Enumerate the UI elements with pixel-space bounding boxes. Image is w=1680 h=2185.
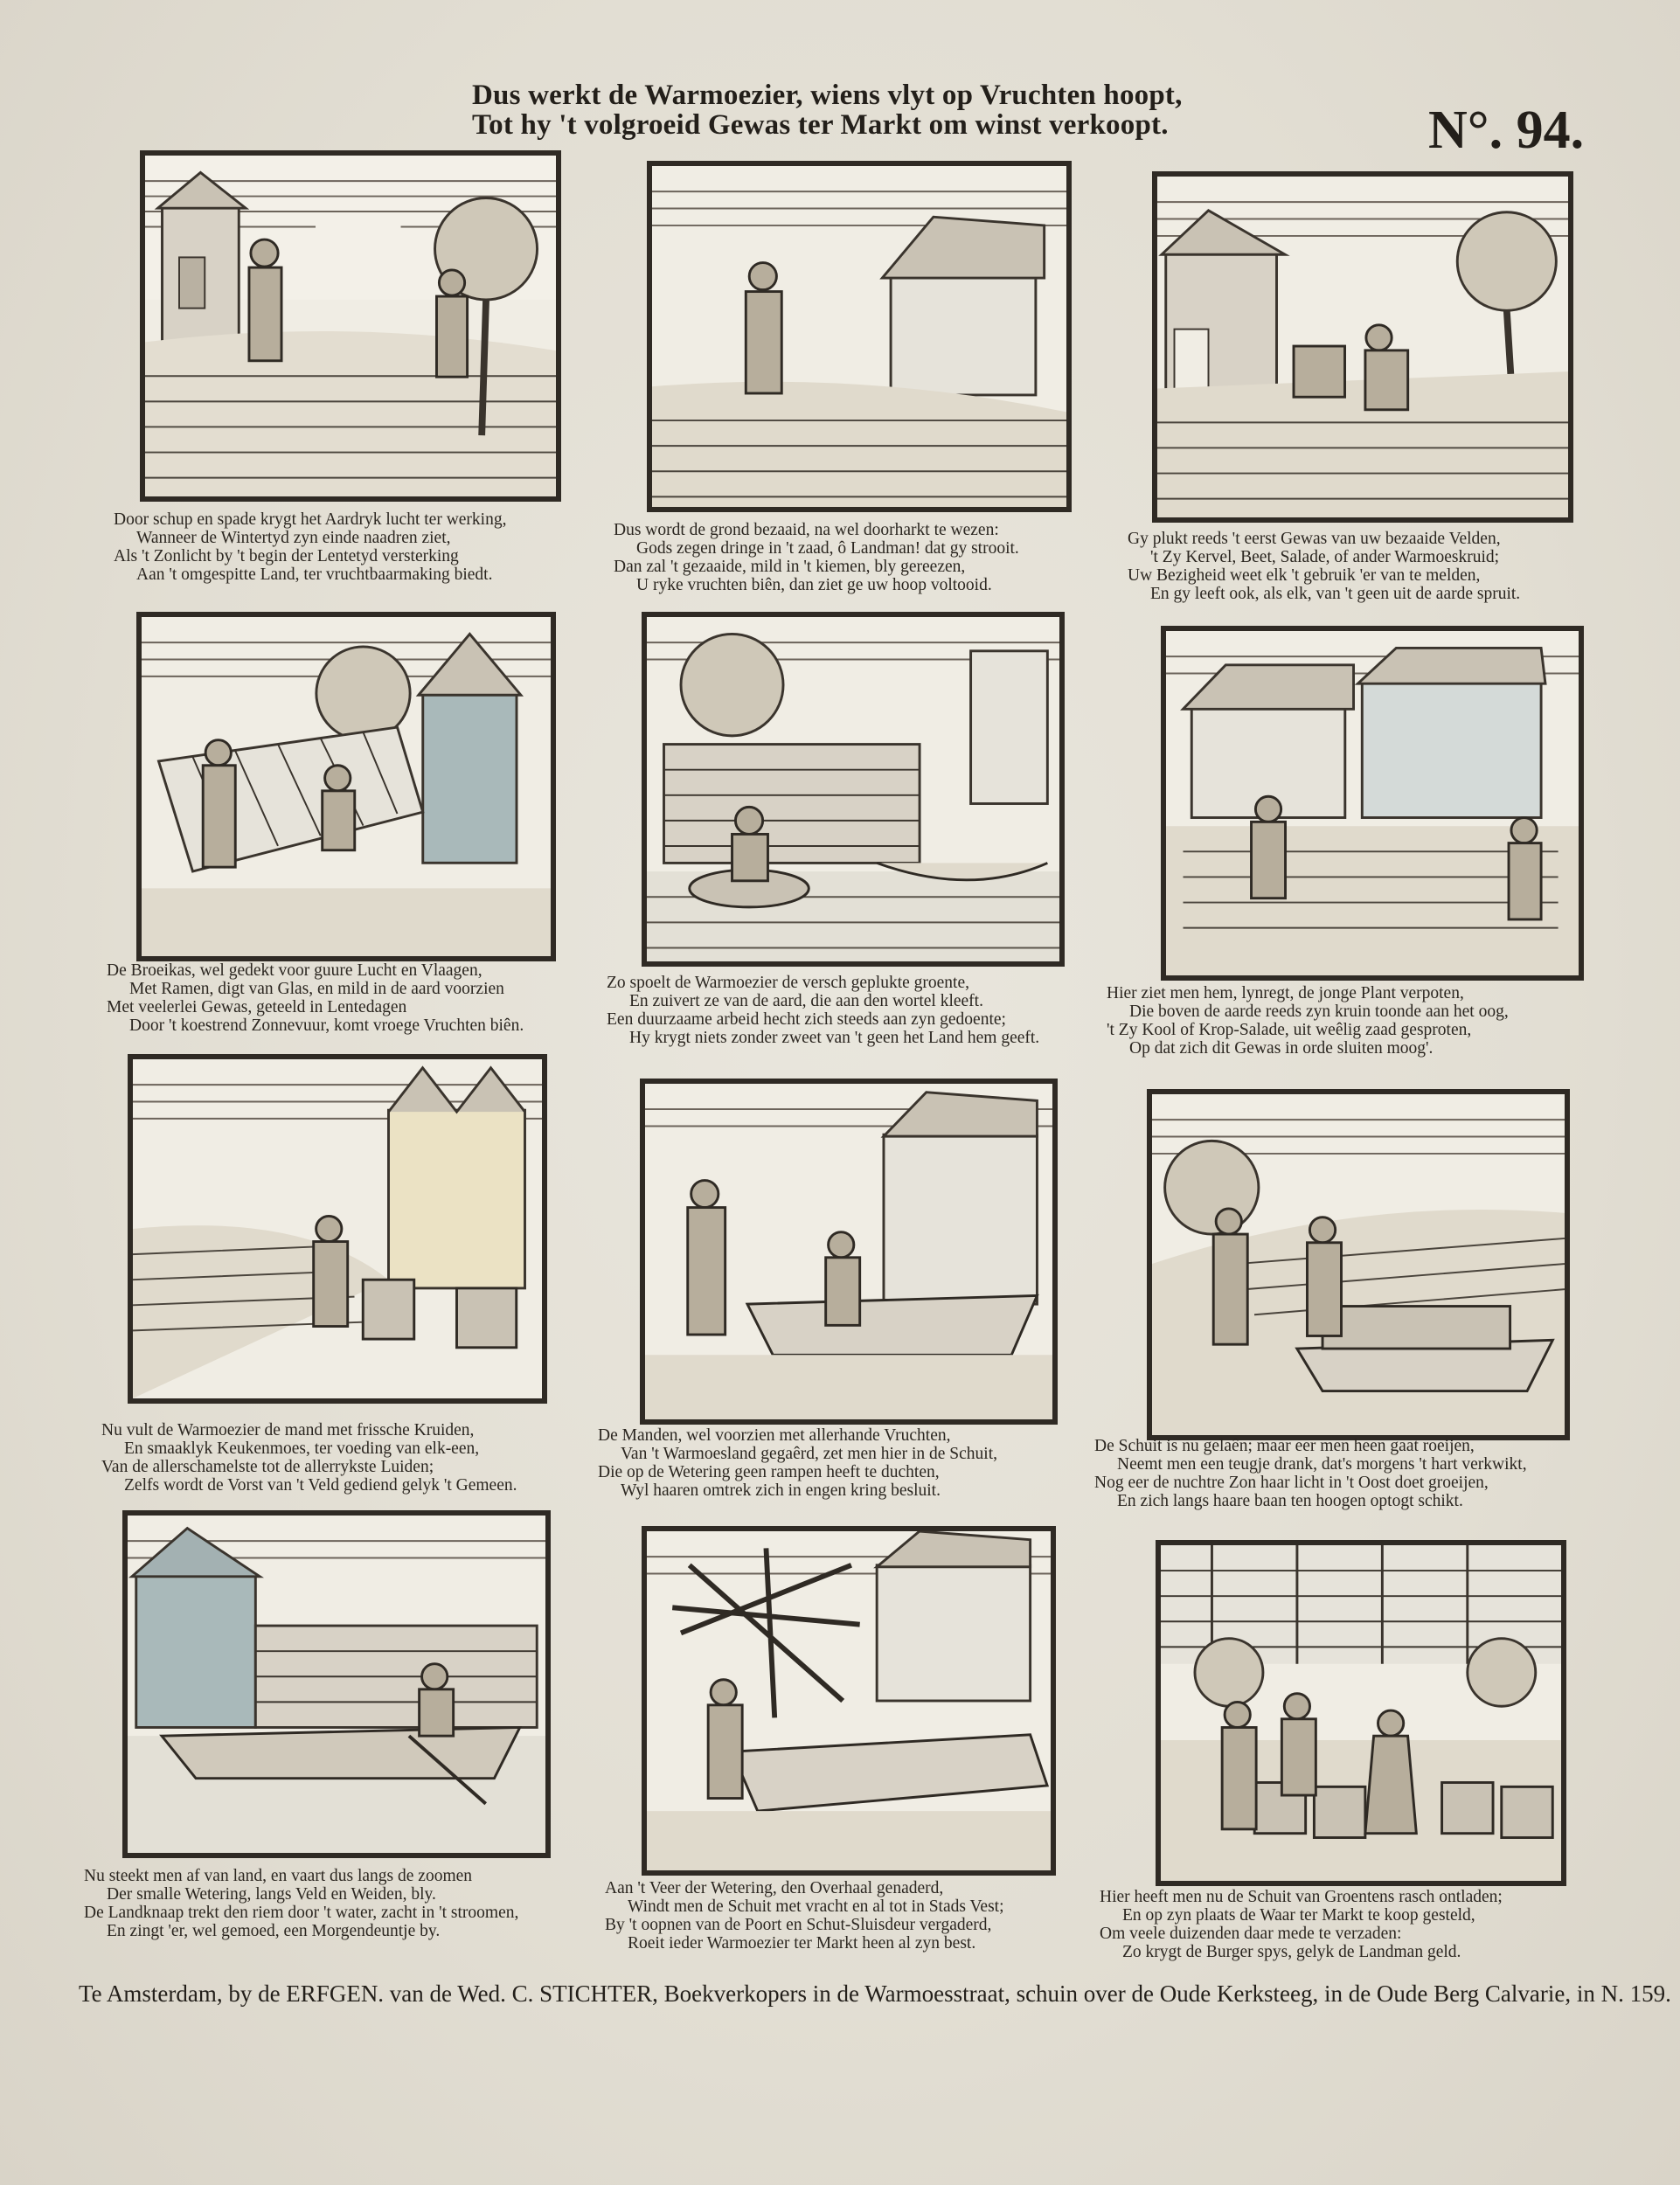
- verse-line: Die boven de aarde reeds zyn kruin toonde aan het oog,: [1129, 1002, 1509, 1021]
- verse-panel-5: [607, 974, 1039, 1047]
- verse-line: Neemt men een teugje drank, dat's morgens 't hart verkwikt,: [1117, 1455, 1527, 1474]
- verse-line: By 't oopnen van de Poort en Schut-Sluisdeur vergaderd,: [605, 1916, 992, 1934]
- verse-line: Gy plukt reeds 't eerst Gewas van uw bezaaide Velden,: [1128, 530, 1501, 548]
- verse-line: Der smalle Wetering, langs Veld en Weiden, bly.: [107, 1885, 436, 1904]
- woodcut-sowing: [647, 161, 1072, 512]
- verse-line: Nog eer de nuchtre Zon haar licht in 't Oost doet groeijen,: [1094, 1474, 1489, 1492]
- woodcut-washing: [642, 612, 1065, 967]
- verse-line: Als 't Zonlicht by 't begin der Lentetyd versterking: [114, 547, 459, 565]
- verse-line: Hy krygt niets zonder zweet van 't geen het Land hem geeft.: [629, 1029, 1040, 1047]
- verse-line: En smaaklyk Keukenmoes, ter voeding van elk-een,: [124, 1439, 480, 1458]
- verse-line: Hier ziet men hem, lynregt, de jonge Plant verpoten,: [1107, 984, 1464, 1002]
- verse-line: Uw Bezigheid weet elk 't gebruik 'er van te melden,: [1128, 566, 1481, 585]
- verse-line: Aan 't Veer der Wetering, den Overhaal genaderd,: [605, 1879, 944, 1897]
- printer-imprint: Te Amsterdam, by de ERFGEN. van de Wed. C. STICHTER, Boekverkopers in de Warmoesstraat, schuin over de Oude Kerksteeg, in de Oude Berg Calvarie, in N. 159.: [79, 1980, 1671, 2007]
- woodcut-rowing: [122, 1510, 551, 1858]
- verse-panel-8: [598, 1426, 997, 1500]
- verse-line: En op zyn plaats de Waar ter Markt te koop gesteld,: [1122, 1906, 1475, 1925]
- verse-line: Met Ramen, digt van Glas, en mild in de aard voorzien: [129, 980, 504, 998]
- verse-line: Nu vult de Warmoezier de mand met frissche Kruiden,: [101, 1421, 475, 1439]
- verse-line: Zo spoelt de Warmoezier de versch geplukte groente,: [607, 974, 969, 992]
- verse-panel-4: [107, 961, 524, 1035]
- verse-line: Wyl haaren omtrek zich in engen kring besluit.: [621, 1481, 941, 1500]
- verse-panel-11: [605, 1879, 1004, 1953]
- verse-line: Windt men de Schuit met vracht en al tot in Stads Vest;: [628, 1897, 1004, 1916]
- verse-line: Aan 't omgespitte Land, ter vruchtbaarmaking biedt.: [136, 565, 493, 584]
- verse-line: Op dat zich dit Gewas in orde sluiten moog'.: [1129, 1039, 1434, 1058]
- sheet-number: N°. 94.: [1428, 101, 1585, 160]
- woodcut-digging: [140, 150, 561, 502]
- woodcut-filling-baskets: [128, 1054, 547, 1404]
- verse-line: Door schup en spade krygt het Aardryk lucht ter werking,: [114, 510, 507, 529]
- title-line-1: Dus werkt de Warmoezier, wiens vlyt op Vruchten hoopt,: [472, 80, 1183, 111]
- verse-line: Zelfs wordt de Vorst van 't Veld gediend gelyk 't Gemeen.: [124, 1476, 517, 1495]
- verse-line: Die op de Wetering geen rampen heeft te duchten,: [598, 1463, 940, 1481]
- verse-line: Wanneer de Wintertyd zyn einde naadren ziet,: [136, 529, 451, 547]
- verse-line: Met veelerlei Gewas, geteeld in Lentedagen: [107, 998, 407, 1016]
- verse-line: Van de allerschamelste tot de allerrykste Luiden;: [101, 1458, 434, 1476]
- verse-line: Een duurzaame arbeid hecht zich steeds aan zyn gedoente;: [607, 1010, 1006, 1029]
- verse-panel-9: [1094, 1437, 1527, 1510]
- verse-line: Zo krygt de Burger spys, gelyk de Landman geld.: [1122, 1943, 1461, 1961]
- verse-panel-3: [1128, 530, 1520, 603]
- verse-panel-1: [114, 510, 506, 584]
- verse-line: En zuivert ze van de aard, die aan den wortel kleeft.: [629, 992, 983, 1010]
- verse-line: En gy leeft ook, als elk, van 't geen uit de aarde spruit.: [1150, 585, 1521, 603]
- title-line-2: Tot hy 't volgroeid Gewas ter Markt om winst verkoopt.: [472, 109, 1169, 141]
- verse-line: En zich langs haare baan ten hoogen optogt schikt.: [1117, 1492, 1463, 1510]
- woodcut-planting: [1161, 626, 1584, 981]
- verse-line: De Landknaap trekt den riem door 't water, zacht in 't stroomen,: [84, 1904, 519, 1922]
- verse-line: Roeit ieder Warmoezier ter Markt heen al zyn best.: [628, 1934, 976, 1953]
- verse-line: Gods zegen dringe in 't zaad, ô Landman! dat gy strooit.: [636, 539, 1019, 558]
- verse-line: Dan zal 't gezaaide, mild in 't kiemen, bly gereezen,: [614, 558, 966, 576]
- woodcut-drinking: [1147, 1089, 1570, 1440]
- verse-line: 't Zy Kervel, Beet, Salade, of ander Warmoeskruid;: [1150, 548, 1500, 566]
- verse-panel-2: [614, 521, 1019, 594]
- verse-line: Dus wordt de grond bezaaid, na wel doorharkt te wezen:: [614, 521, 999, 539]
- verse-line: Door 't koestrend Zonnevuur, komt vroege Vruchten biên.: [129, 1016, 524, 1035]
- woodcut-picking: [1152, 171, 1573, 523]
- sheet-title: [472, 80, 1189, 140]
- verse-line: De Broeikas, wel gedekt voor guure Lucht en Vlaagen,: [107, 961, 482, 980]
- verse-line: De Schuit is nu gelaên; maar eer men heen gaat roeijen,: [1094, 1437, 1475, 1455]
- woodcut-loading-boat: [640, 1079, 1058, 1425]
- woodcut-market: [1156, 1540, 1566, 1886]
- verse-line: 't Zy Kool of Krop-Salade, uit weêlig zaad gesproten,: [1107, 1021, 1472, 1039]
- verse-line: Van 't Warmoesland gegaêrd, zet men hier in de Schuit,: [621, 1445, 997, 1463]
- verse-line: Nu steekt men af van land, en vaart dus langs de zoomen: [84, 1867, 473, 1885]
- verse-line: Om veele duizenden daar mede te verzaden:: [1100, 1925, 1402, 1943]
- verse-panel-10: [84, 1867, 518, 1940]
- verse-panel-6: [1107, 984, 1509, 1058]
- verse-line: Hier heeft men nu de Schuit van Groentens rasch ontladen;: [1100, 1888, 1503, 1906]
- woodcut-hotbed: [136, 612, 556, 961]
- verse-panel-7: [101, 1421, 517, 1495]
- verse-line: En zingt 'er, wel gemoed, een Morgendeuntje by.: [107, 1922, 441, 1940]
- verse-line: De Manden, wel voorzien met allerhande Vruchten,: [598, 1426, 951, 1445]
- woodcut-winch: [642, 1526, 1056, 1876]
- verse-line: U ryke vruchten biên, dan ziet ge uw hoop voltooid.: [636, 576, 992, 594]
- verse-panel-12: [1100, 1888, 1503, 1961]
